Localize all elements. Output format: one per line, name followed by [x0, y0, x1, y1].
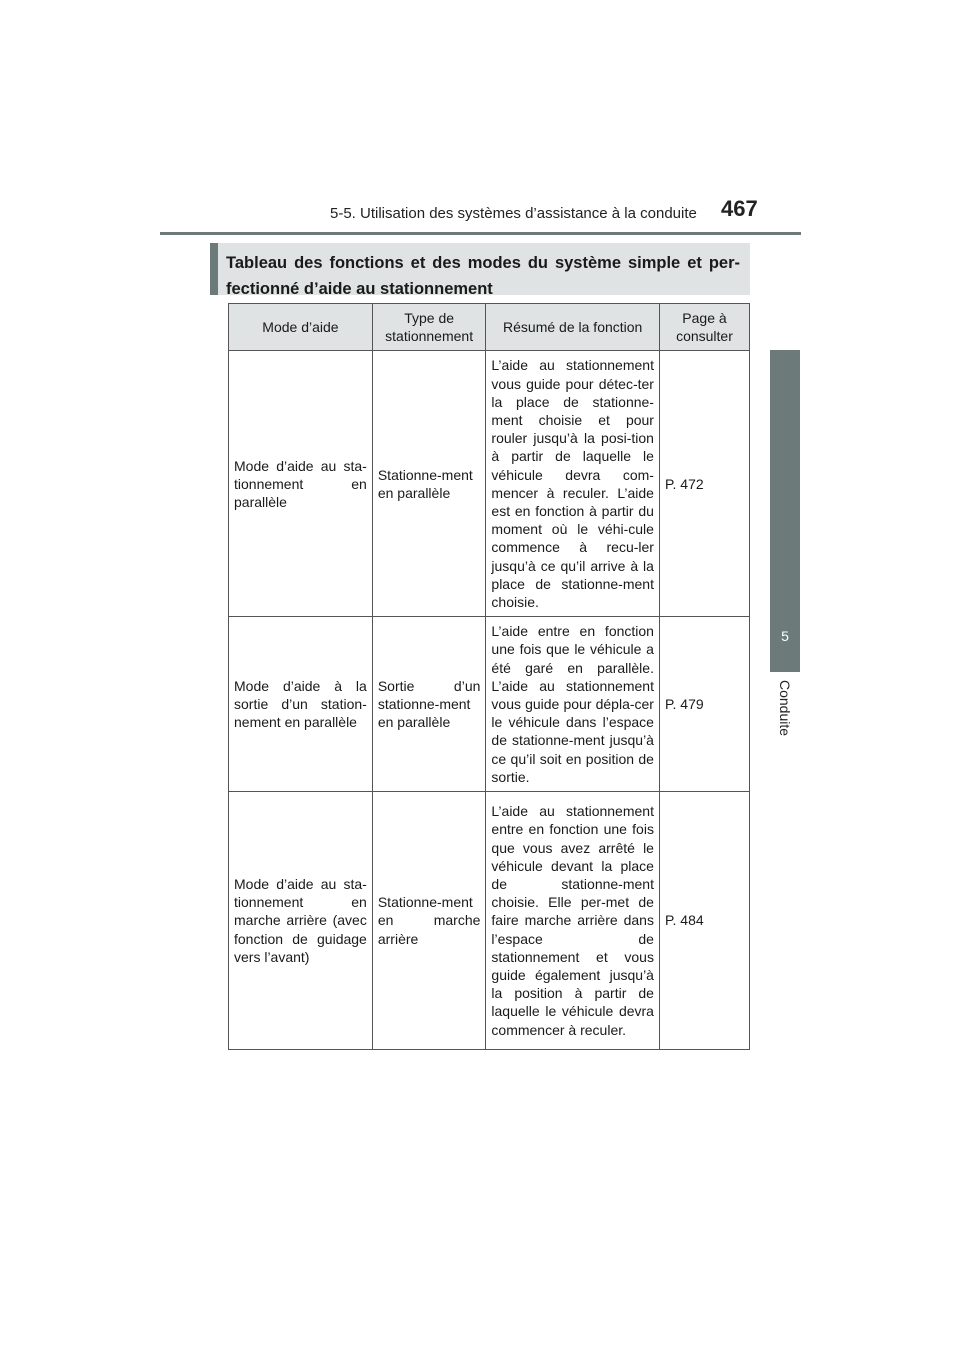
chapter-tab-number: 5	[781, 628, 789, 644]
cell-page: P. 479	[659, 617, 749, 792]
table-row	[229, 617, 750, 792]
chapter-tab	[770, 350, 800, 672]
running-head: 5-5. Utilisation des systèmes d’assistance à la conduite	[330, 205, 697, 222]
column-header-type: Type de stationnement	[372, 304, 486, 351]
table-header-row	[229, 304, 750, 351]
cell-type: Stationne-ment en marche arrière	[372, 792, 486, 1050]
header-rule	[160, 232, 801, 235]
parking-modes-table	[228, 303, 750, 1050]
table-row	[229, 792, 750, 1050]
cell-summary: L’aide au stationnement entre en fonction une fois que vous avez arrêté le véhicule devant la place de stationne-ment choisie. Elle per-met de faire marche arrière dans l’espace de stationnement et vous guide également jusqu’à la position à partir de laquelle le véhicule devra commencer à reculer.	[486, 792, 660, 1050]
page-number: 467	[721, 196, 758, 221]
cell-page: P. 472	[659, 351, 749, 617]
chapter-tab-label: Conduite	[777, 680, 793, 737]
cell-mode: Mode d’aide au sta-tionnement en marche arrière (avec fonction de guidage vers l’avant)	[229, 792, 373, 1050]
column-header-summary: Résumé de la fonction	[486, 304, 660, 351]
cell-type: Stationne-ment en parallèle	[372, 351, 486, 617]
column-header-mode: Mode d’aide	[229, 304, 373, 351]
column-header-page: Page à consulter	[659, 304, 749, 351]
table-row	[229, 351, 750, 617]
cell-type: Sortie d’un stationne-ment en parallèle	[372, 617, 486, 792]
cell-summary: L’aide entre en fonction une fois que le véhicule a été garé en parallèle. L’aide au stationnement vous guide pour dépla-cer le véhicule dans l’espace de stationne-ment jusqu’à ce qu’il soit en position de sortie.	[486, 617, 660, 792]
cell-mode: Mode d’aide au sta-tionnement en parallèle	[229, 351, 373, 617]
cell-page: P. 484	[659, 792, 749, 1050]
cell-mode: Mode d’aide à la sortie d’un station-nement en parallèle	[229, 617, 373, 792]
cell-summary: L’aide au stationnement vous guide pour détec-ter la place de stationne-ment choisie et pour rouler jusqu’à la posi-tion à partir de laquelle le véhicule devra com-mencer à reculer. L’aide est en fonction à partir du moment où le véhi-cule commence à recu-ler jusqu’à ce qu’il arrive à la place de stationne-ment choisie.	[486, 351, 660, 617]
section-heading: Tableau des fonctions et des modes du système simple et per-fectionné d’aide au stationnement	[210, 243, 750, 295]
